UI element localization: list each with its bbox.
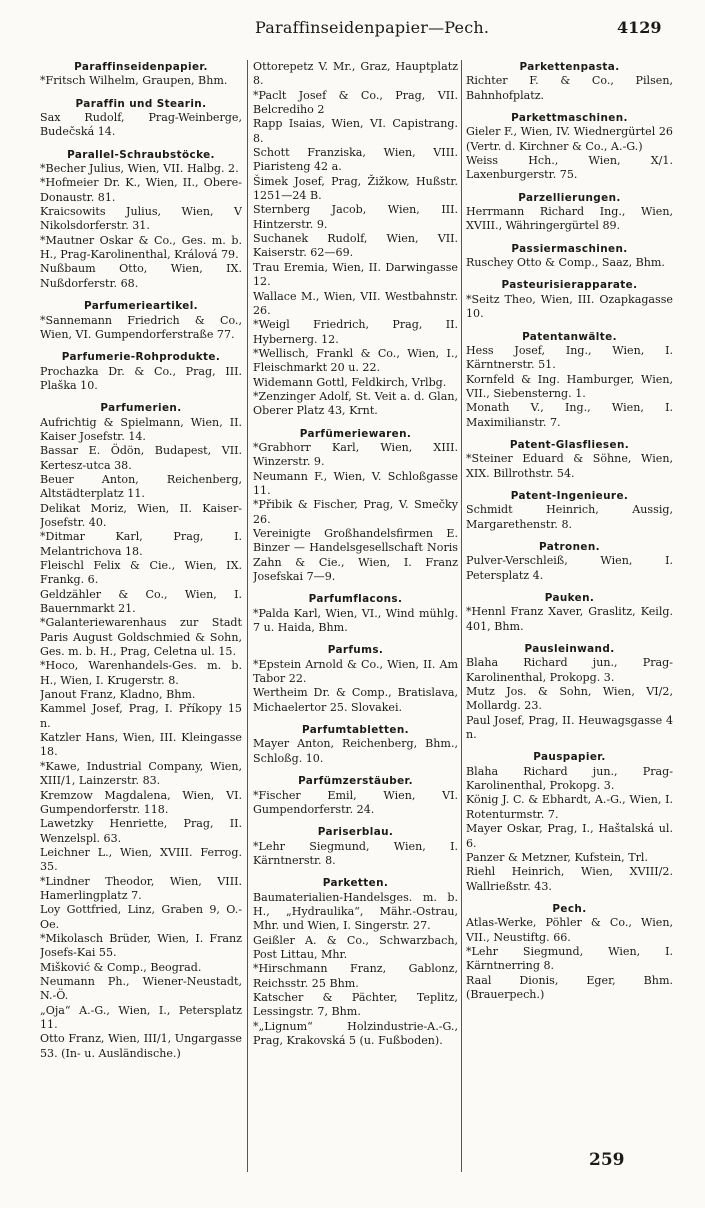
directory-entry: Aufrichtig & Spielmann, Wien, II. Kaiser Josefstr. 14. (40, 415, 242, 443)
directory-entry: Mayer Oskar, Prag, I., Haštalská ul. 6. (466, 822, 673, 850)
directory-entry: *Přibik & Fischer, Prag, V. Smečky 26. (253, 498, 458, 526)
directory-column-1 (40, 60, 242, 1170)
directory-entry: Ottorepetz V. Mr., Graz, Hauptplatz 8. (253, 60, 458, 88)
directory-entry: „Oja“ A.-G., Wien, I., Petersplatz 11. (40, 1003, 242, 1031)
directory-entry: *Zenzinger Adolf, St. Veit a. d. Glan, Oberer Platz 43, Krnt. (253, 389, 458, 418)
directory-entry: *Paclt Josef & Co., Prag, VII. Belcrediho 2 (253, 88, 458, 117)
section-heading: Patent-Ingenieure. (510, 489, 629, 502)
directory-entry: Delikat Moriz, Wien, II. Kaiser-Josefstr. 40. (40, 501, 242, 529)
directory-entry: Riehl Heinrich, Wien, XVIII/2. Wallrießstr. 43. (466, 865, 673, 893)
directory-entry: Mišković & Comp., Beograd. (40, 960, 202, 974)
directory-entry: Richter F. & Co., Pilsen, Bahnhofplatz. (466, 74, 673, 102)
page-header (0, 14, 705, 40)
directory-column-3 (466, 60, 673, 1170)
directory-entry: Sternberg Jacob, Wien, III. Hintzerstr. 9. (253, 203, 458, 231)
directory-entry: Neumann F., Wien, V. Schloßgasse 11. (253, 469, 458, 497)
directory-entry: *Epstein Arnold & Co., Wien, II. Am Tabor 22. (253, 657, 458, 686)
directory-entry: Mayer Anton, Reichenberg, Bhm., Schloßg. 10. (253, 737, 458, 765)
directory-entry: Kornfeld & Ing. Hamburger, Wien, VII., Siebensterng. 1. (466, 372, 673, 400)
directory-entry: Geldzähler & Co., Wien, I. Bauernmarkt 21. (40, 587, 242, 616)
directory-entry: *Seitz Theo, Wien, III. Ozapkagasse 10. (466, 292, 673, 321)
column-divider (461, 60, 462, 1172)
directory-entry: Neumann Ph., Wiener-Neustadt, N.-Ö. (40, 974, 242, 1003)
directory-entry: Katzler Hans, Wien, III. Kleingasse 18. (40, 731, 242, 759)
directory-entry: König J. C. & Ebhardt, A.-G., Wien, I. Rotenturmstr. 7. (466, 793, 673, 821)
directory-entry: Lawetzky Henriette, Prag, II. Wenzelspl. 63. (40, 817, 242, 845)
directory-entry: Mutz Jos. & Sohn, Wien, VI/2, Mollardg. 23. (466, 685, 673, 713)
section-heading: Parkettmaschinen. (511, 112, 628, 125)
directory-entry: Fleischl Felix & Cie., Wien, IX. Frankg. 6. (40, 559, 242, 587)
directory-entry: Gieler F., Wien, IV. Wiednergürtel 26 (Vertr. d. Kirchner & Co., A.-G.) (466, 125, 673, 153)
directory-entry: *Kawe, Industrial Company, Wien, XIII/1, Lainzerstr. 83. (40, 759, 242, 788)
section-heading: Parfums. (327, 644, 384, 657)
directory-entry: Šimek Josef, Prag, Žižkow, Hußstr. 1251—24 B. (253, 174, 458, 203)
directory-entry: *Palda Karl, Wien, VI., Wind mühlg. 7 u. Haida, Bhm. (253, 606, 458, 635)
section-heading: Parfumflacons. (308, 593, 403, 606)
directory-entry: Vereinigte Großhandelsfirmen E. Binzer — Handelsgesellschaft Noris Zahn & Cie., Wien, I. Franz Josefskai 7—9. (253, 527, 458, 584)
directory-entry: Herrmann Richard Ing., Wien, XVIII., Währingergürtel 89. (466, 205, 673, 233)
directory-entry: Prochazka Dr. & Co., Prag, III. Plaška 10. (40, 364, 242, 392)
column-divider (247, 60, 248, 1172)
directory-entry: Kammel Josef, Prag, I. Příkopy 15 n. (40, 702, 242, 730)
directory-entry: Otto Franz, Wien, III/1, Ungargasse 53. (In- u. Ausländische.) (40, 1032, 242, 1060)
directory-entry: *Hennl Franz Xaver, Graslitz, Keilg. 401, Bhm. (466, 605, 673, 633)
section-heading: Patent-Glasfliesen. (509, 438, 630, 451)
page-title: Paraffinseidenpapier—Pech. (255, 18, 490, 37)
directory-entry: *Fischer Emil, Wien, VI. Gumpendorferstr. 24. (253, 788, 458, 816)
section-heading: Passiermaschinen. (511, 242, 628, 255)
directory-entry: Blaha Richard jun., Prag-Karolinenthal, Prokopg. 3. (466, 764, 673, 793)
directory-entry: *Steiner Eduard & Söhne, Wien, XIX. Billrothstr. 54. (466, 452, 673, 480)
section-heading: Pausleinwand. (524, 643, 615, 656)
section-heading: Pasteurisierapparate. (501, 279, 638, 292)
section-heading: Parfumtabletten. (302, 724, 409, 737)
directory-entry: Baumaterialien-Handelsges. m. b. H., „Hydraulika“, Mähr.-Ostrau, Mhr. und Wien, I. Singerstr. 27. (253, 890, 458, 933)
directory-entry: Ruschey Otto & Comp., Saaz, Bhm. (466, 256, 665, 270)
section-heading: Parfumerie-Rohprodukte. (61, 351, 221, 364)
directory-entry: *Mautner Oskar & Co., Ges. m. b. H., Prag-Karolinenthal, Králová 79. (40, 233, 242, 262)
section-heading: Paraffin und Stearin. (75, 97, 207, 110)
directory-entry: Schott Franziska, Wien, VIII. Piaristeng 42 a. (253, 146, 458, 174)
directory-entry: Geißler A. & Co., Schwarzbach, Post Littau, Mhr. (253, 933, 458, 961)
directory-entry: Trau Eremia, Wien, II. Darwingasse 12. (253, 260, 458, 289)
section-heading: Patronen. (539, 540, 600, 553)
section-heading: Parfumerieartikel. (83, 300, 199, 313)
directory-entry: *Lehr Siegmund, Wien, I. Kärntnerstr. 8. (253, 839, 458, 867)
section-heading: Pariserblau. (317, 826, 394, 839)
section-heading: Parzellierungen. (518, 191, 621, 204)
directory-entry: Atlas-Werke, Pöhler & Co., Wien, VII., Neustiftg. 66. (466, 916, 673, 944)
directory-entry: Raal Dionis, Eger, Bhm. (Brauerpech.) (466, 973, 673, 1001)
section-heading: Parallel-Schraubstöcke. (67, 148, 215, 161)
directory-entry: *Hirschmann Franz, Gablonz, Reichsstr. 25 Bhm. (253, 962, 458, 990)
directory-entry: *Galanteriewarenhaus zur Stadt Paris August Goldschmied & Sohn, Ges. m. b. H., Prag, Celetna ul. 15. (40, 616, 242, 659)
directory-entry: *Mikolasch Brüder, Wien, I. Franz Josefs-Kai 55. (40, 931, 242, 960)
directory-entry: Bassar E. Ödön, Budapest, VII. Kertesz-utca 38. (40, 444, 242, 472)
directory-entry: Wertheim Dr. & Comp., Bratislava, Michaelertor 25. Slovakei. (253, 686, 458, 714)
directory-entry: *Hofmeier Dr. K., Wien, II., Obere-Donaustr. 81. (40, 176, 242, 204)
page-number: 4129 (617, 18, 662, 37)
section-heading: Pauken. (544, 592, 595, 604)
directory-entry: Kremzow Magdalena, Wien, VI. Gumpendorferstr. 118. (40, 788, 242, 816)
directory-entry: *Lehr Siegmund, Wien, I. Kärntnerring 8. (466, 944, 673, 973)
directory-entry: Rapp Isaias, Wien, VI. Capistrang. 8. (253, 117, 458, 145)
footer-number: 259 (589, 1150, 625, 1170)
section-heading: Parkettenpasta. (519, 61, 620, 73)
directory-entry: *Fritsch Wilhelm, Graupen, Bhm. (40, 74, 228, 88)
directory-entry: Blaha Richard jun., Prag-Karolinenthal, Prokopg. 3. (466, 656, 673, 684)
directory-entry: Widemann Gottl, Feldkirch, Vrlbg. (253, 375, 447, 389)
directory-entry: *Grabhorr Karl, Wien, XIII. Winzerstr. 9. (253, 440, 458, 469)
directory-entry: Paul Josef, Prag, II. Heuwagsgasse 4 n. (466, 713, 673, 742)
section-heading: Patentanwälte. (522, 330, 617, 343)
directory-column-2 (253, 60, 458, 1170)
section-heading: Parketten. (322, 877, 389, 890)
directory-entry: Leichner L., Wien, XVIII. Ferrog. 35. (40, 845, 242, 874)
directory-entry: *„Lignum“ Holzindustrie-A.-G., Prag, Krakovská 5 (u. Fußboden). (253, 1019, 458, 1047)
directory-entry: *Becher Julius, Wien, VII. Halbg. 2. (40, 162, 239, 176)
directory-entry: Schmidt Heinrich, Aussig, Margarethenstr. 8. (466, 503, 673, 531)
directory-entry: Weiss Hch., Wien, X/1. Laxenburgerstr. 75. (466, 154, 673, 182)
directory-entry: Wallace M., Wien, VII. Westbahnstr. 26. (253, 289, 458, 317)
directory-entry: Janout Franz, Kladno, Bhm. (40, 688, 196, 702)
directory-entry: *Wellisch, Frankl & Co., Wien, I., Fleischmarkt 20 u. 22. (253, 346, 458, 375)
directory-entry: Hess Josef, Ing., Wien, I. Kärntnerstr. 51. (466, 343, 673, 372)
section-heading: Pauspapier. (533, 751, 606, 764)
directory-entry: Pulver-Verschleiß, Wien, I. Petersplatz 4. (466, 554, 673, 582)
directory-entry: Beuer Anton, Reichenberg, Altstädterplatz 11. (40, 472, 242, 501)
directory-entry: Monath V., Ing., Wien, I. Maximilianstr. 7. (466, 401, 673, 429)
section-heading: Paraffinseidenpapier. (74, 61, 208, 73)
directory-entry: *Ditmar Karl, Prag, I. Melantrichova 18. (40, 530, 242, 558)
directory-entry: Panzer & Metzner, Kufstein, Trl. (466, 850, 648, 864)
directory-entry: *Lindner Theodor, Wien, VIII. Hamerlingplatz 7. (40, 874, 242, 902)
directory-entry: Kraicsowits Julius, Wien, V Nikolsdorferstr. 31. (40, 205, 242, 233)
section-heading: Parfümeriewaren. (299, 427, 412, 440)
directory-entry: Sax Rudolf, Prag-Weinberge, Budečská 14. (40, 111, 242, 139)
directory-entry: *Hoco, Warenhandels-Ges. m. b. H., Wien, I. Krugerstr. 8. (40, 659, 242, 687)
directory-entry: *Sannemann Friedrich & Co., Wien, VI. Gumpendorferstraße 77. (40, 313, 242, 341)
section-heading: Parfumerien. (100, 402, 182, 415)
directory-entry: Suchanek Rudolf, Wien, VII. Kaiserstr. 62—69. (253, 232, 458, 260)
directory-entry: Nußbaum Otto, Wien, IX. Nußdorferstr. 68. (40, 262, 242, 290)
section-heading: Parfümzerstäuber. (298, 775, 413, 788)
directory-entry: Loy Gottfried, Linz, Graben 9, O.-Oe. (40, 903, 242, 931)
directory-entry: *Weigl Friedrich, Prag, II. Hybernerg. 12. (253, 318, 458, 346)
section-heading: Pech. (552, 902, 587, 915)
directory-entry: Katscher & Pächter, Teplitz, Lessingstr. 7, Bhm. (253, 990, 458, 1019)
